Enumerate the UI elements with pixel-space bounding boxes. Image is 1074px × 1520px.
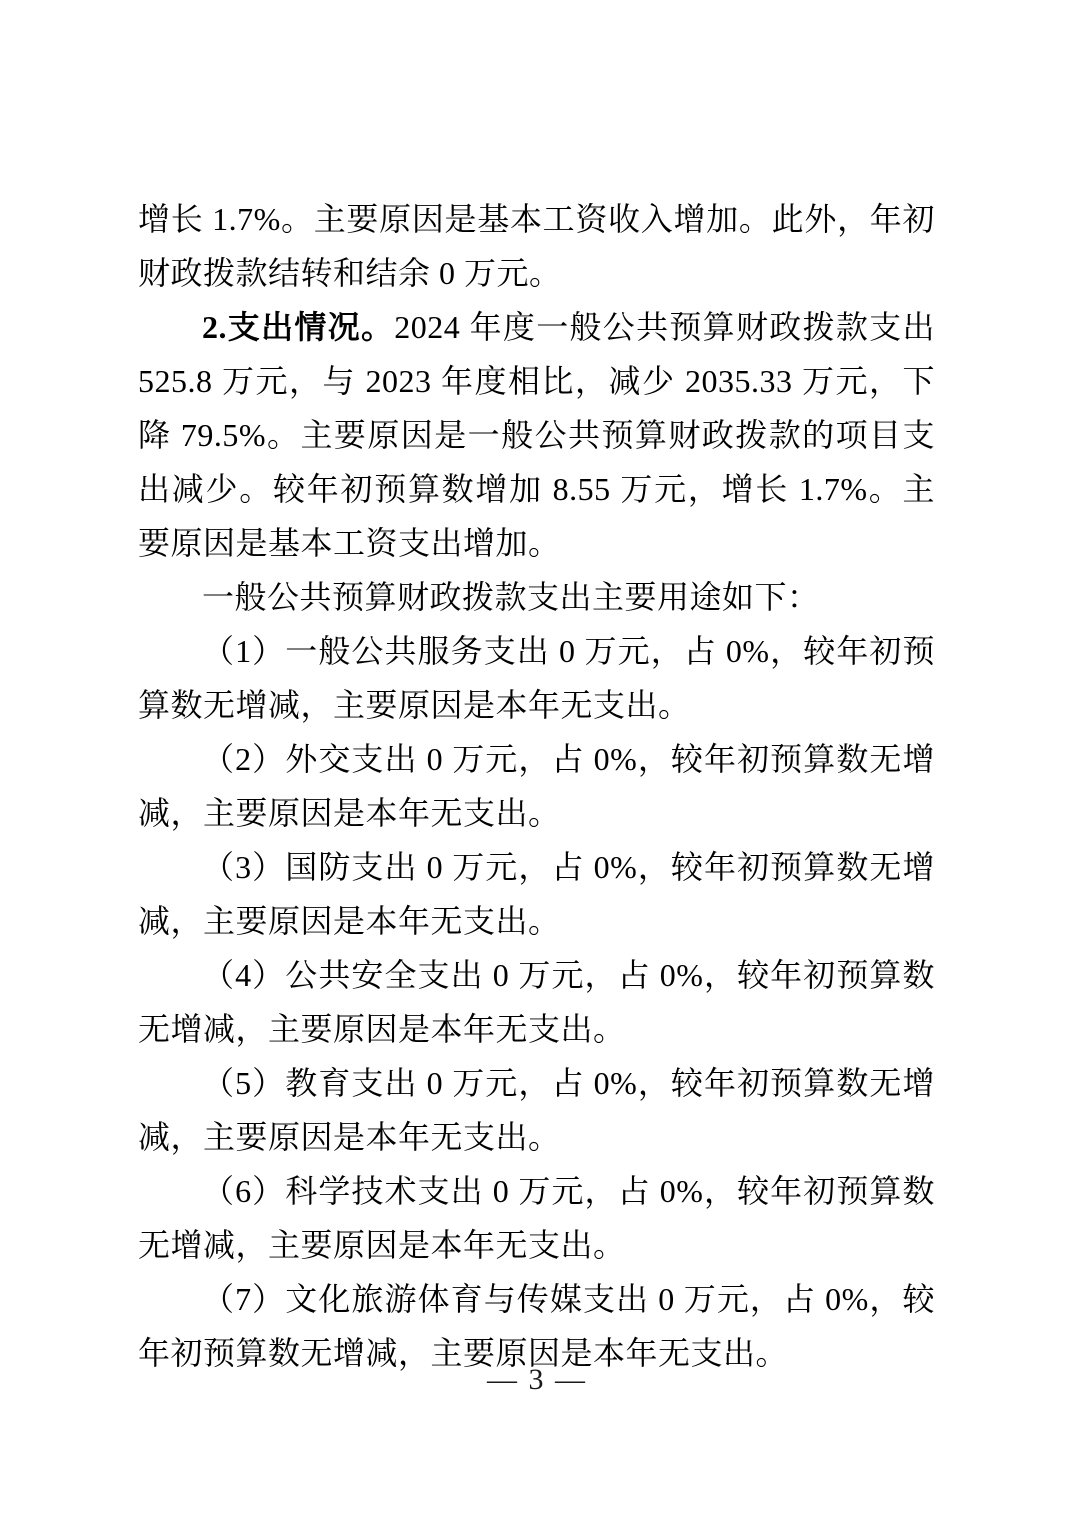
para-item-5: （5）教育支出 0 万元，占 0%，较年初预算数无增减，主要原因是本年无支出。 <box>138 1065 935 1155</box>
para-item-2: （2）外交支出 0 万元，占 0%，较年初预算数无增减，主要原因是本年无支出。 <box>138 741 935 831</box>
document-body <box>138 192 935 1380</box>
para-expenditure-situation <box>138 300 935 570</box>
page-number: — 3 — <box>487 1363 587 1396</box>
para-item-1: （1）一般公共服务支出 0 万元，占 0%，较年初预算数无增减，主要原因是本年无支出。 <box>138 633 935 723</box>
para-expenditure-bold-lead: 2.支出情况。 <box>202 309 395 345</box>
para-usage-intro: 一般公共预算财政拨款支出主要用途如下： <box>202 579 820 615</box>
para-expenditure-text: 2024 年度一般公共预算财政拨款支出 525.8 万元，与 2023 年度相比，减少 2035.33 万元，下降 79.5%。主要原因是一般公共预算财政拨款的项目支出减少。较年初预算数增加 8.55 万元，增长 1.7%。主要原因是基本工资支出增加。 <box>138 309 935 561</box>
para-item-3: （3）国防支出 0 万元，占 0%，较年初预算数无增减，主要原因是本年无支出。 <box>138 849 935 939</box>
para-carryover: 增长 1.7%。主要原因是基本工资收入增加。此外，年初财政拨款结转和结余 0 万元。 <box>138 201 935 291</box>
para-item-7: （7）文化旅游体育与传媒支出 0 万元，占 0%，较年初预算数无增减，主要原因是本年无支出。 <box>138 1281 935 1371</box>
para-item-4: （4）公共安全支出 0 万元，占 0%，较年初预算数无增减，主要原因是本年无支出。 <box>138 957 935 1047</box>
para-item-6: （6）科学技术支出 0 万元，占 0%，较年初预算数无增减，主要原因是本年无支出。 <box>138 1173 935 1263</box>
